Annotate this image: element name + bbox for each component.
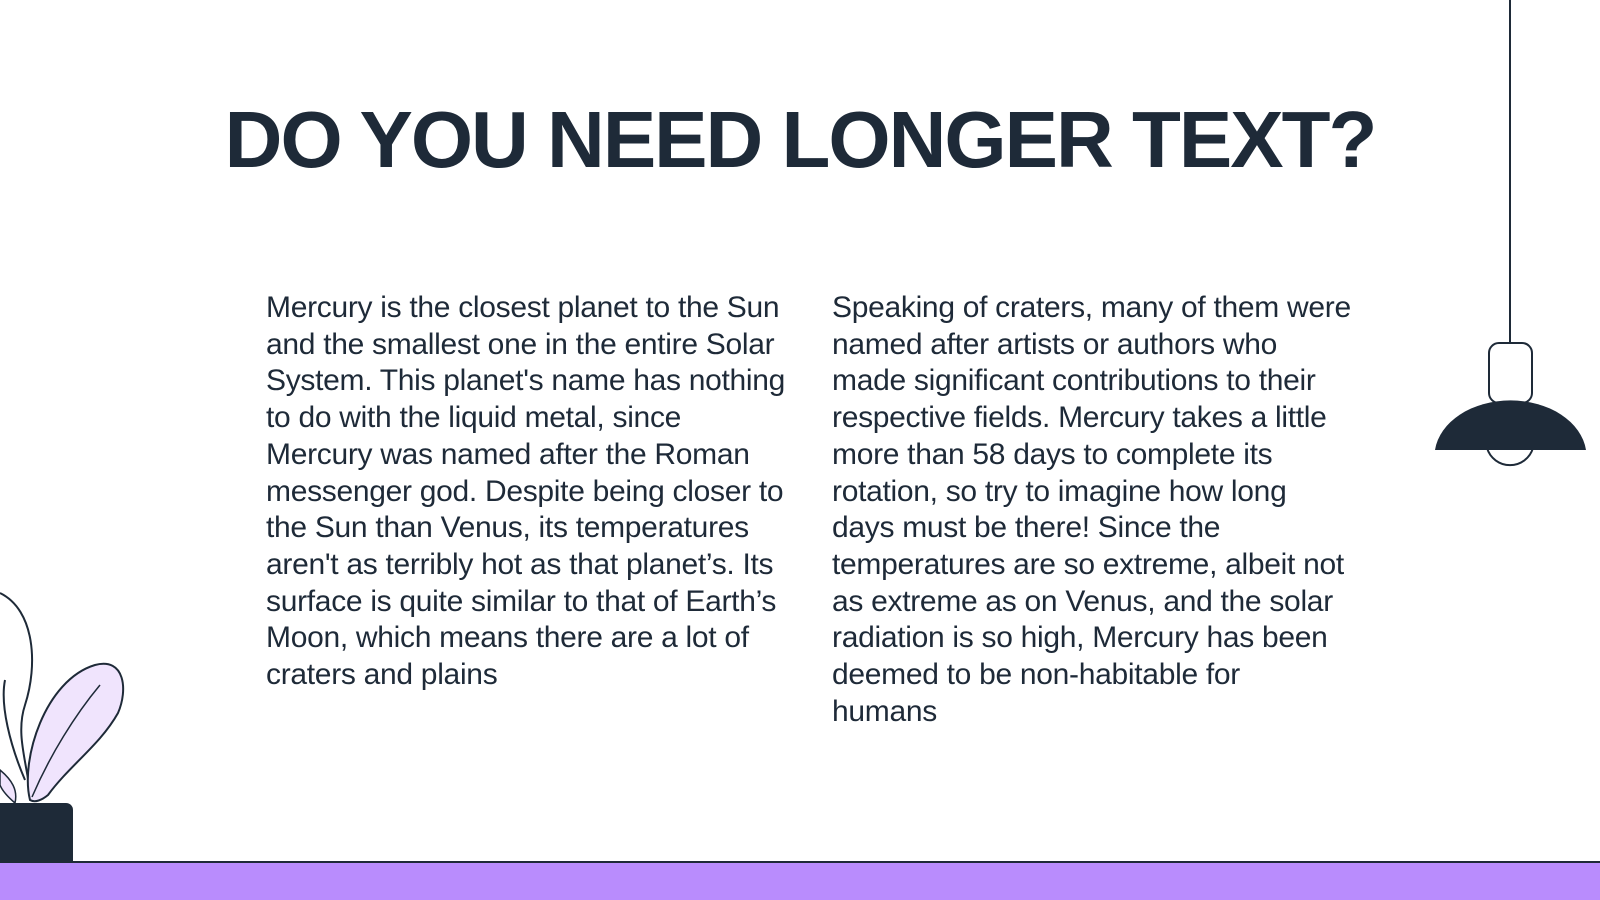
pendant-lamp-icon	[1430, 0, 1600, 480]
text-column-left: Mercury is the closest planet to the Sun and the smallest one in the entire Solar System. This planet's name has nothing to do with the liquid metal, since Mercury was named after the Roman messenger god. Despite being closer to the Sun than Venus, its temperatures aren't as terribly hot as that planet’s. Its surface is quite similar to that of Earth’s Moon, which means there are a lot of craters and plains	[266, 291, 786, 692]
slide-title: DO YOU NEED LONGER TEXT?	[224, 95, 1376, 184]
floor-band	[0, 861, 1600, 900]
potted-plant-icon	[0, 585, 130, 865]
text-column-right: Speaking of craters, many of them were named after artists or authors who made significant contributions to their respective fields. Mercury takes a little more than 58 days to complete its rotation, so try to imagine how long days must be there! Since the temperatures are so extreme, albeit not as extreme as on Venus, and the solar radiation is so high, Mercury has been deemed to be non-habitable for humans	[832, 291, 1351, 728]
